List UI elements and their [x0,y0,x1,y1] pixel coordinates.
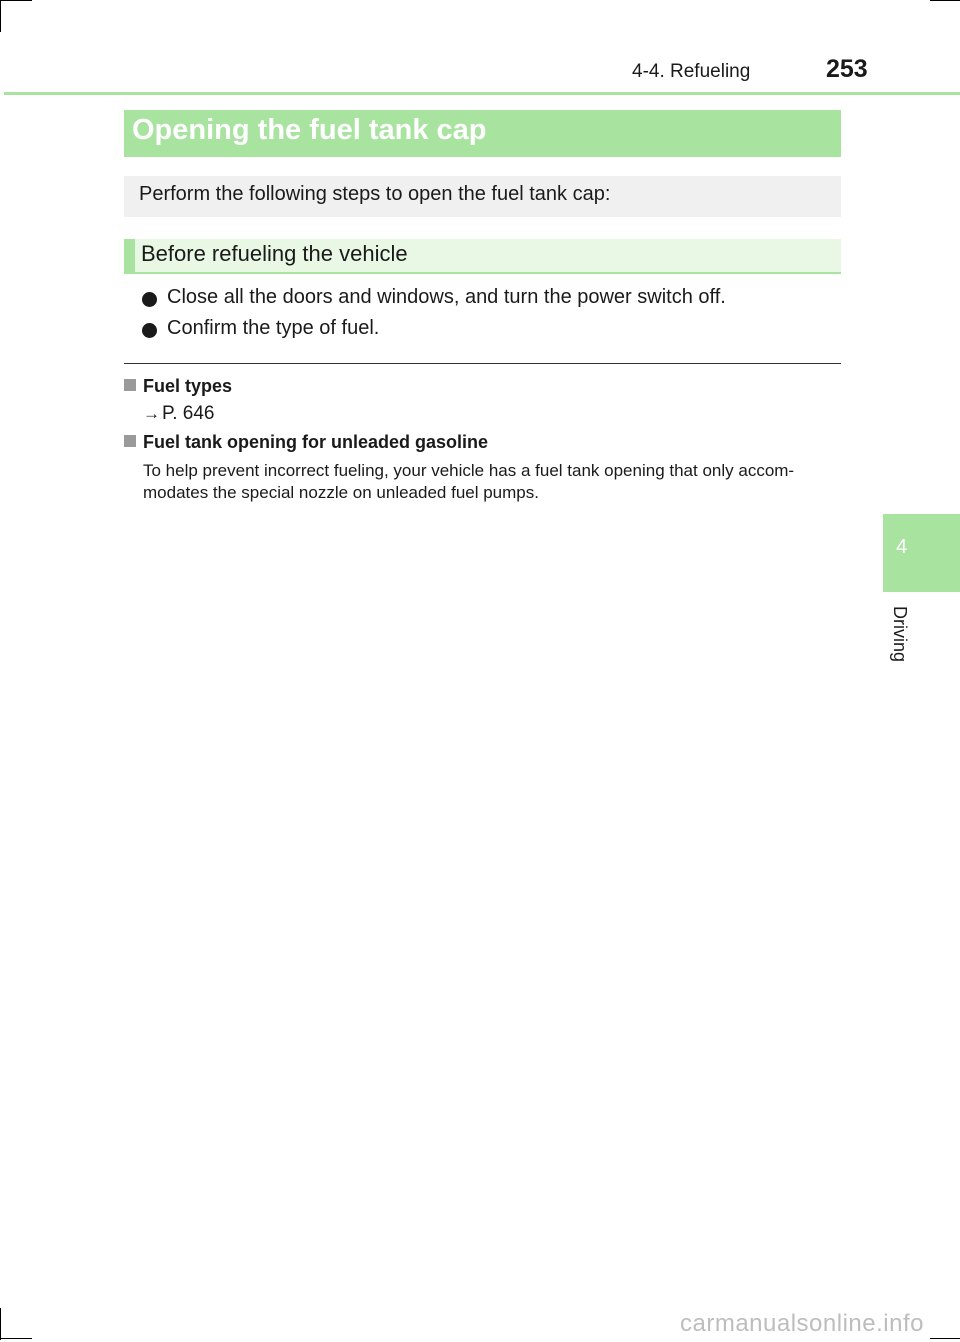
chapter-number: 4 [896,536,908,558]
title-bar [124,110,841,157]
bullet-icon [142,323,157,338]
square-bullet-icon [124,435,136,447]
square-bullet-icon [124,379,136,391]
note-heading-fuel-types [124,376,232,397]
page-title: Opening the fuel tank cap [132,114,487,146]
page-reference-link[interactable]: P. 646 [162,403,215,424]
intro-text: Perform the following steps to open the fuel tank cap: [139,183,611,205]
arrow-right-icon: → [143,404,160,423]
section-divider [124,363,841,364]
subheading-text: Before refueling the vehicle [141,241,408,266]
chapter-tab [883,514,960,592]
bullet-text: Confirm the type of fuel. [167,317,380,339]
note-heading-text: Fuel types [143,376,233,396]
subheading-bar [124,239,841,274]
crop-mark-bottom-right-h [930,1338,960,1339]
bullet-text: Close all the doors and windows, and turn the power switch off. [167,286,726,308]
header-section-title: 4-4. Refueling [632,61,751,82]
header-rule [4,92,960,95]
crop-mark-bottom-left-v [0,1308,1,1340]
note-body-line: To help prevent incorrect fueling, your vehicle has a fuel tank opening that only accom- [143,461,795,480]
bullet-icon [142,292,157,307]
watermark: carmanualsonline.info [680,1310,924,1337]
note-body-line: modates the special nozzle on unleaded fuel pumps. [143,483,539,502]
note-heading-fuel-tank-opening [124,432,488,453]
crop-mark-top-left-h [0,0,32,1]
crop-mark-bottom-left-h [0,1338,32,1339]
page-number: 253 [826,55,868,83]
note-body-fuel-tank-opening [143,460,794,504]
intro-box [124,176,841,217]
note-body-fuel-types [143,403,214,425]
chapter-label: Driving [890,606,910,663]
crop-mark-top-right-h [930,0,960,1]
note-heading-text: Fuel tank opening for unleaded gasoline [143,432,489,452]
crop-mark-top-left-v [0,0,1,32]
